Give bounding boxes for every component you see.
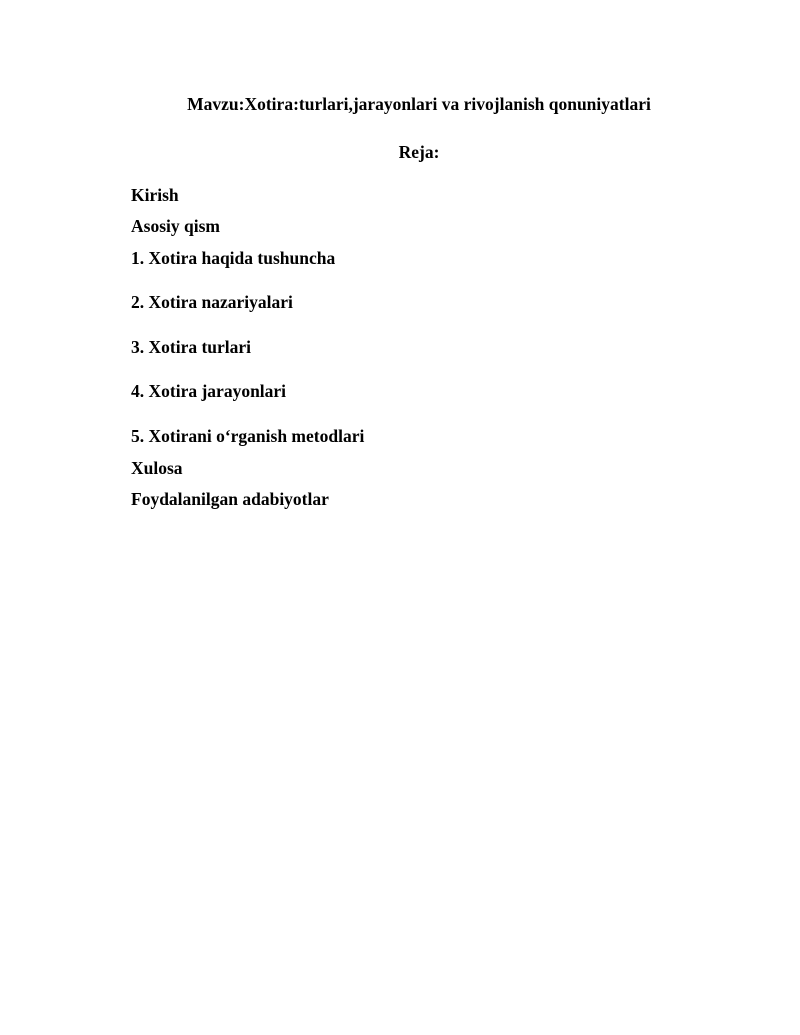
outline-item-main-part: Asosiy qism bbox=[131, 216, 220, 236]
outline-item-1: 1. Xotira haqida tushuncha bbox=[131, 248, 336, 268]
outline-item-introduction: Kirish bbox=[131, 185, 179, 205]
outline-item-3: 3. Xotira turlari bbox=[131, 337, 252, 357]
plan-heading: Reja: bbox=[398, 142, 440, 162]
outline-item-conclusion: Xulosa bbox=[131, 458, 183, 478]
outline-item-2: 2. Xotira nazariyalari bbox=[131, 292, 293, 312]
outline-item-references: Foydalanilgan adabiyotlar bbox=[131, 489, 329, 509]
document-topic: Mavzu:Xotira:turlari,jarayonlari va rivojlanish qonuniyatlari bbox=[187, 94, 651, 114]
outline-item-5: 5. Xotirani o‘rganish metodlari bbox=[131, 426, 365, 446]
outline-item-4: 4. Xotira jarayonlari bbox=[131, 381, 287, 401]
